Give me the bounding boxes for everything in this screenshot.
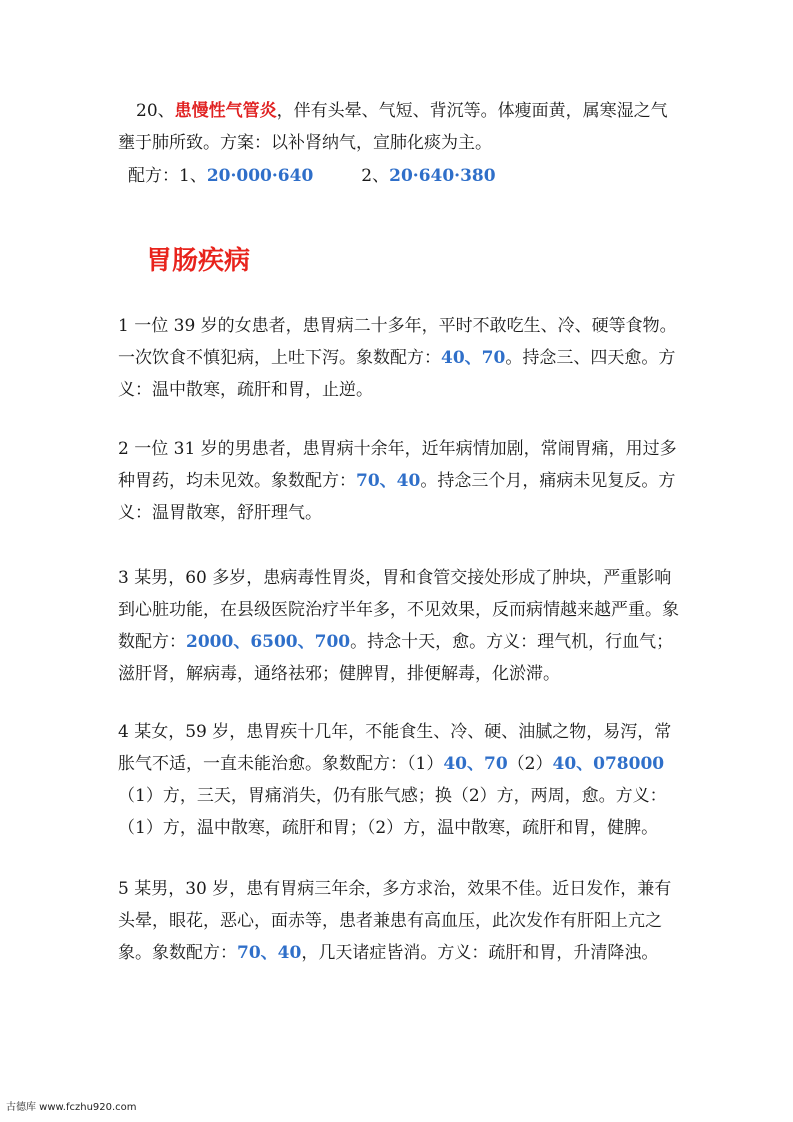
case-20-formula-2-label: 2、 — [361, 166, 390, 186]
case-20-disease: 患慢性气管炎 — [174, 101, 277, 121]
case-3-text-a: 3 某男，60 多岁，患病毒性胃炎，胃和食管交接处形成了肿块，严重影响到心脏功能，在县级医院治疗半年多，不见效果，反而病情越来越严重。象数配方： — [118, 568, 679, 652]
case-3-formula: 2000、6500、700 — [186, 632, 351, 652]
case-3-text-b: 。持念十天，愈。方义：理气机，行血气；滋肝肾，解病毒，通络祛邪；健脾胃，排便解毒，化淤滞。 — [118, 632, 674, 684]
case-4-paragraph — [118, 716, 680, 844]
case-5-paragraph — [118, 873, 680, 969]
case-5-text-b: ，几天诸症皆消。方义：疏肝和胃，升清降浊。 — [301, 943, 659, 963]
case-1-paragraph — [118, 310, 680, 406]
case-20-formula-label: 配方：1、 — [128, 166, 207, 186]
case-20-number: 20、 — [136, 101, 175, 121]
case-3-paragraph — [118, 562, 680, 690]
case-4-text-c: （1）方，三天，胃痛消失，仍有胀气感；换（2）方，两周，愈。方义：（1）方，温中散寒，疏肝和胃；（2）方，温中散寒，疏肝和胃，健脾。 — [118, 786, 667, 838]
case-2-formula: 70、40 — [356, 471, 421, 491]
case-5-formula: 70、40 — [237, 943, 302, 963]
case-5-text-a: 5 某男，30 岁，患有胃病三年余，多方求治，效果不佳。近日发作，兼有头晕，眼花，恶心，面赤等，患者兼患有高血压，此次发作有肝阳上亢之象。象数配方： — [118, 879, 672, 963]
case-20-paragraph — [118, 95, 680, 159]
case-1-text-a: 1 一位 39 岁的女患者，患胃病二十多年，平时不敢吃生、冷、硬等食物。一次饮食不慎犯病，上吐下泻。象数配方： — [118, 316, 677, 368]
case-4-formula-1: 40、70 — [443, 754, 508, 774]
case-1-formula: 40、70 — [441, 348, 506, 368]
case-1-text-b: 。持念三、四天愈。方义：温中散寒，疏肝和胃，止逆。 — [118, 348, 676, 400]
case-20-formula-line — [128, 160, 690, 192]
case-4-formula-2: 40、078000 — [552, 754, 665, 774]
case-4-text-b: （2） — [507, 754, 553, 774]
case-4-text-a: 4 某女，59 岁，患胃疾十几年，不能食生、冷、硬、油腻之物，易泻，常胀气不适，一直未能治愈。象数配方：（1） — [118, 722, 672, 774]
section-heading: 胃肠疾病 — [146, 246, 251, 276]
footer-watermark: 古德库 www.fczhu920.com — [6, 1102, 137, 1113]
case-2-paragraph — [118, 433, 680, 529]
case-20-formula-2: 20·640·380 — [389, 166, 496, 186]
case-2-text-a: 2 一位 31 岁的男患者，患胃病十余年，近年病情加剧，常闹胃痛，用过多种胃药，均未见效。象数配方： — [118, 439, 677, 491]
case-20-text: ，伴有头晕、气短、背沉等。体瘦面黄，属寒湿之气壅于肺所致。方案：以补肾纳气，宣肺化痰为主。 — [118, 101, 668, 153]
case-2-text-b: 。持念三个月，痛病未见复反。方义：温胃散寒，舒肝理气。 — [118, 471, 676, 523]
case-20-formula-1: 20·000·640 — [206, 166, 314, 186]
